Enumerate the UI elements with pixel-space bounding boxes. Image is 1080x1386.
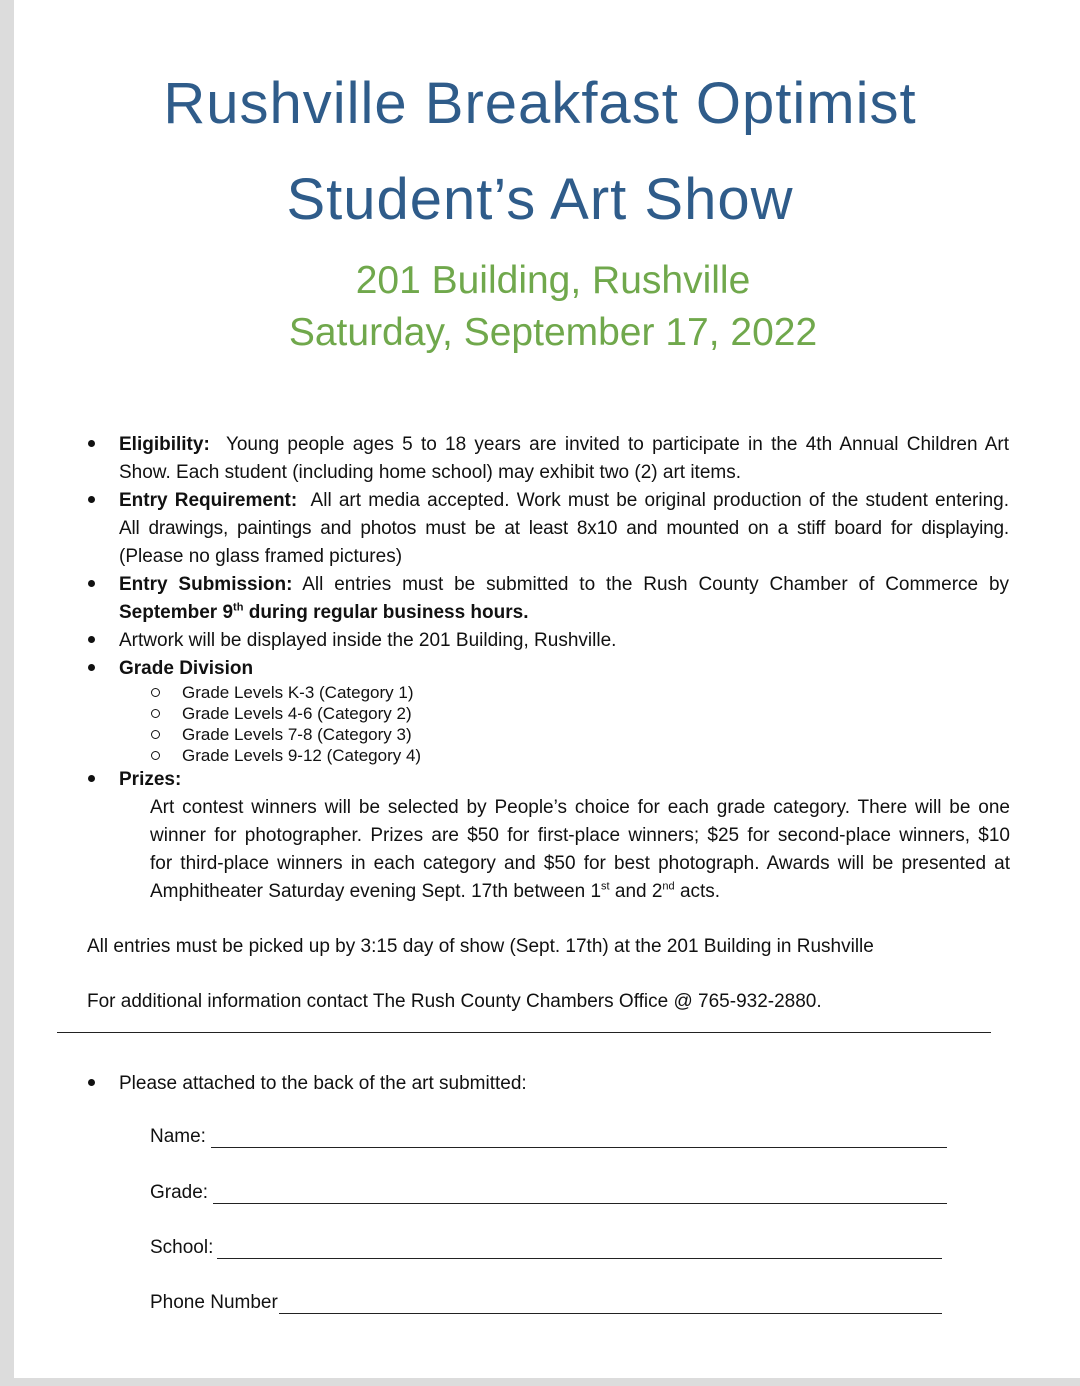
grade-level-item: Grade Levels K-3 (Category 1) [182,683,414,702]
eligibility-label: Eligibility: [119,434,210,455]
eligibility-text-2: Show. Each student (including home school) may exhibit two (2) art items. [119,462,742,483]
bullet-icon [88,664,95,671]
entry-requirement-text-3: (Please no glass framed pictures) [119,546,403,567]
grade-label: Grade: [150,1182,209,1203]
venue: 201 Building, Rushville [355,259,751,302]
grade-level-item: Grade Levels 9-12 (Category 4) [182,746,422,765]
phone-label: Phone Number [150,1292,278,1313]
entry-requirement-text-2: All drawings, paintings and photos must be at least 8x10 and mounted on a stiff board for displaying. [119,518,1009,539]
prizes-sup-2: nd [662,880,675,893]
deadline-rest: during regular business hours. [243,602,529,623]
grade-level-item: Grade Levels 7-8 (Category 3) [182,725,412,744]
eligibility-text-1: Young people ages 5 to 18 years are invited to participate in the 4th Annual Children Art [225,434,1009,455]
event-date: Saturday, September 17, 2022 [288,311,818,354]
deadline-sup: th [233,601,244,614]
contact-note: For additional information contact The Rush County Chambers Office @ 765-932-2880. [87,991,822,1012]
prizes-text-4a: Amphitheater Saturday evening Sept. 17th between 1 [150,881,602,902]
divider [57,1032,991,1033]
circle-bullet-icon [151,709,160,718]
grade-field[interactable] [213,1203,947,1204]
flyer-page [14,0,1080,1378]
pickup-note: All entries must be picked up by 3:15 day of show (Sept. 17th) at the 201 Building in Rushville [87,936,874,957]
entry-requirement-line-1 [119,487,1009,515]
circle-bullet-icon [151,751,160,760]
grade-division-label: Grade Division [119,658,254,679]
prizes-label: Prizes: [119,769,182,790]
circle-bullet-icon [151,688,160,697]
form-instruction: Please attached to the back of the art submitted: [119,1073,527,1094]
bullet-icon [88,636,95,643]
circle-bullet-icon [151,730,160,739]
bullet-icon [88,775,95,782]
school-label: School: [150,1237,214,1258]
prizes-text-1: Art contest winners will be selected by People’s choice for each grade category. There will be one [150,797,1010,818]
entry-submission-label: Entry Submission: [119,574,293,595]
prizes-sup-1: st [601,880,610,893]
bullet-icon [88,496,95,503]
prizes-text-4c: acts. [674,881,721,902]
entry-submission-line-1 [119,571,1009,599]
entry-submission-text-1: All entries must be submitted to the Rush County Chamber of Commerce by [302,574,1010,595]
school-field[interactable] [217,1258,942,1259]
entry-submission-deadline [119,599,1009,627]
title-line-1: Rushville Breakfast Optimist [163,71,917,136]
entry-requirement-label: Entry Requirement: [119,490,298,511]
bullet-icon [88,440,95,447]
entry-requirement-text-1: All art media accepted. Work must be original production of the student entering. [310,490,1009,511]
name-field[interactable] [211,1147,947,1148]
display-note: Artwork will be displayed inside the 201 Building, Rushville. [119,630,617,651]
phone-field[interactable] [279,1313,942,1314]
prizes-text-2: winner for photographer. Prizes are $50 for first-place winners; $25 for second-place winners, $10 [150,825,1010,846]
title-line-2: Student’s Art Show [286,167,794,232]
bullet-icon [88,580,95,587]
bullet-icon [88,1079,95,1086]
name-label: Name: [150,1126,206,1147]
grade-level-item: Grade Levels 4-6 (Category 2) [182,704,412,723]
eligibility-line-1 [119,431,1009,459]
prizes-text-4 [150,878,1010,906]
prizes-text-3: for third-place winners in each category and $50 for best photograph. Awards will be presented at [150,853,1010,874]
deadline-month: September 9 [119,602,234,623]
prizes-text-4b: and 2 [609,881,663,902]
